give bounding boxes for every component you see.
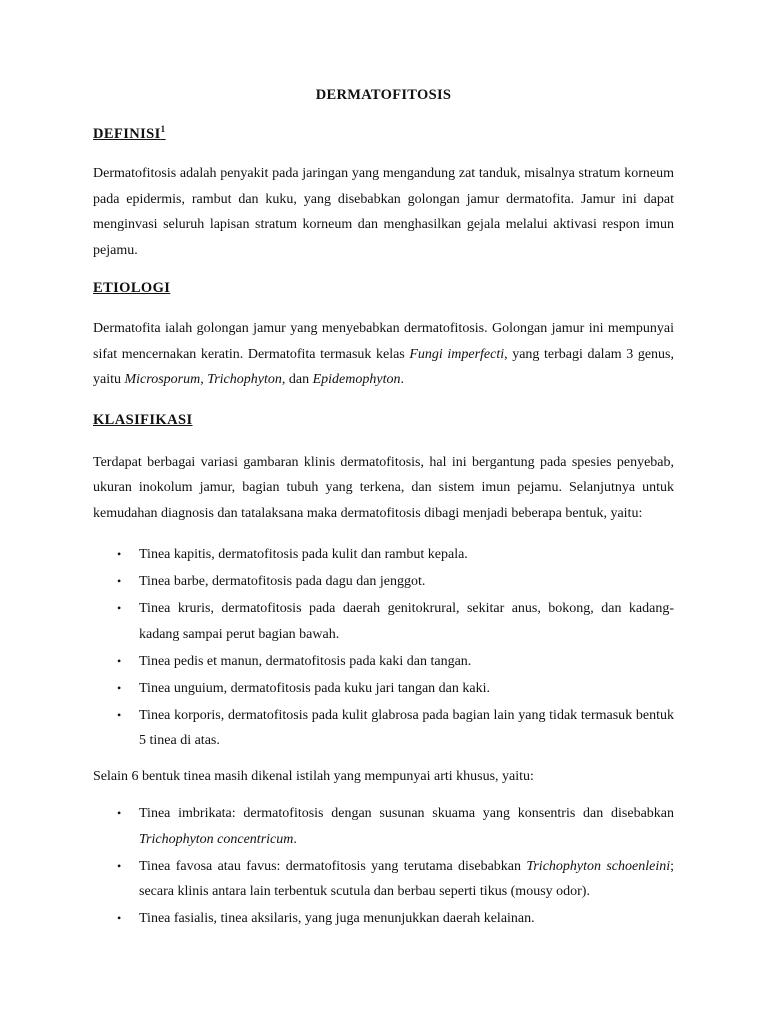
special-terms-list — [93, 801, 674, 932]
list-item — [93, 569, 674, 595]
etiologi-text-a: Dermatofita ialah golongan jamur yang menyebabkan dermatofitosis. Golongan jamur ini mempunyai sifat mencernakan keratin. Dermatofita termasuk kelas — [93, 321, 674, 362]
paragraph-definisi: Dermatofitosis adalah penyakit pada jaringan yang mengandung zat tanduk, misalnya stratum korneum pada epidermis, rambut dan kuku, yang disebabkan golongan jamur dermatofita. Jamur ini dapat menginvasi seluruh lapisan stratum korneum dan menghasilkan gejala melalui aktivasi respon imun pejamu. — [93, 166, 674, 258]
bullet-icon: • — [117, 574, 122, 588]
bullet-icon: • — [117, 547, 122, 561]
list-item — [93, 649, 674, 675]
list-item — [93, 542, 674, 568]
paragraph-selain: Selain 6 bentuk tinea masih dikenal istilah yang mempunyai arti khusus, yaitu: — [93, 768, 534, 784]
list-item — [93, 676, 674, 702]
heading-definisi-text: DEFINISI — [93, 126, 161, 142]
section-definisi — [93, 122, 674, 263]
list-item — [93, 703, 674, 754]
genus-trichophyton: Trichophyton — [207, 372, 282, 387]
list-item-text: Tinea fasialis, tinea aksilaris, yang juga menunjukkan daerah kelainan. — [139, 911, 535, 926]
etiologi-text-b: , yang terbagi dalam 3 genus, yaitu — [93, 346, 675, 387]
imbrikata-text-a: Tinea imbrikata: dermatofitosis dengan susunan skuama yang konsentris dan disebabkan — [139, 806, 674, 821]
list-item-text: Tinea pedis et manun, dermatofitosis pada kaki dan tangan. — [139, 653, 472, 669]
etiologi-end: . — [400, 372, 404, 387]
bullet-icon: • — [117, 707, 122, 722]
document-title: DERMATOFITOSIS — [315, 87, 452, 103]
bullet-icon: • — [117, 806, 122, 820]
etiologi-sep-1: , — [200, 372, 208, 387]
bullet-icon: • — [117, 911, 122, 925]
genus-epidemophyton: Epidemophyton — [312, 372, 401, 387]
favosa-text-a: Tinea favosa atau favus: dermatofitosis yang terutama disebabkan — [139, 858, 527, 874]
list-item-text: Tinea unguium, dermatofitosis pada kuku jari tangan dan kaki. — [139, 680, 490, 696]
list-item-text: Tinea kruris, dermatofitosis pada daerah genitokrural, sekitar anus, bokong, dan kadang-kadang sampai perut bagian bawah. — [139, 601, 674, 642]
list-item-text: Tinea korporis, dermatofitosis pada kulit glabrosa pada bagian lain yang tidak termasuk bentuk 5 tinea di atas. — [139, 707, 674, 748]
list-item — [93, 596, 674, 647]
imbrikata-text-b: . — [293, 831, 297, 847]
etiologi-sep-2: , dan — [281, 372, 313, 387]
bullet-icon: • — [117, 680, 122, 695]
favosa-species: Trichophyton schoenleini — [526, 858, 671, 874]
tinea-forms-list — [93, 542, 674, 754]
favosa-text-b: ; secara klinis antara lain terbentuk scutula dan berbau seperti tikus (mousy odor). — [139, 858, 674, 899]
genus-microsporum: Microsporum — [124, 372, 201, 387]
section-etiologi — [93, 276, 674, 393]
heading-klasifikasi: KLASIFIKASI — [93, 411, 193, 428]
paragraph-klasifikasi-intro: Terdapat berbagai variasi gambaran klinis dermatofitosis, hal ini bergantung pada spesies penyebab, ukuran inokolum jamur, bagian tubuh yang terkena, dan sistem imun pejamu. Selanjutnya untuk kemudahan diagnosis dan tatalaksana maka dermatofitosis dibagi menjadi beberapa bentuk, yaitu: — [93, 454, 674, 521]
paragraph-etiologi — [93, 316, 674, 393]
list-item-text: Tinea kapitis, dermatofitosis pada kulit dan rambut kepala. — [139, 547, 468, 562]
list-item — [93, 801, 674, 852]
bullet-icon: • — [117, 601, 122, 615]
list-item-text: Tinea barbe, dermatofitosis pada dagu dan jenggot. — [139, 574, 426, 589]
list-item — [93, 854, 674, 905]
reference-superscript: 1 — [160, 124, 166, 135]
imbrikata-species: Trichophyton concentricum — [139, 831, 294, 847]
document-page — [93, 80, 674, 932]
heading-etiologi: ETIOLOGI — [93, 280, 171, 296]
bullet-icon: • — [117, 858, 122, 873]
etiologi-fungi-term: Fungi imperfecti — [409, 346, 505, 362]
bullet-icon: • — [117, 653, 122, 668]
section-klasifikasi — [93, 408, 674, 932]
heading-definisi — [93, 122, 674, 146]
list-item — [93, 906, 674, 932]
